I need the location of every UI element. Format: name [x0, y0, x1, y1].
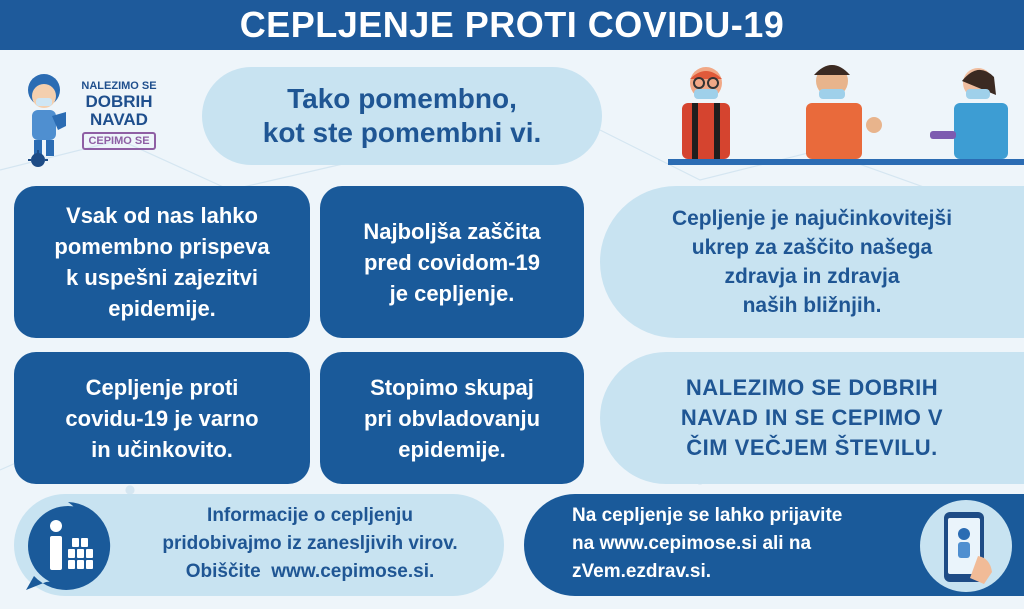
info-text: [120, 502, 500, 586]
phone-icon: [918, 498, 1014, 594]
card-together-line-1: Stopimo skupaj: [370, 374, 534, 400]
register-line-2-prefix: na: [572, 533, 595, 554]
tagline: [202, 67, 602, 165]
virus-mascot-icon: [14, 68, 76, 168]
card-contribute-line-1: Vsak od nas lahko: [66, 203, 258, 228]
effectiveness-line-3: zdravja in zdravja: [724, 265, 900, 288]
info-icon: [18, 496, 118, 596]
card-safe-line-2: covidu-19 je varno: [65, 405, 259, 431]
card-together: [320, 352, 584, 484]
registration-text: [572, 502, 892, 586]
info-line-1: Informacije o cepljenju: [207, 505, 413, 526]
slogan-line-2: NAVAD IN SE CEPIMO V: [680, 405, 944, 430]
card-protection-line-2: pred covidom-19: [363, 249, 541, 275]
logo-line-1: NALEZIMO SE: [81, 80, 157, 92]
cepimose-link[interactable]: www.cepimose.si.: [271, 561, 435, 582]
card-safe-line-1: Cepljenje proti: [85, 374, 239, 400]
register-line-1: Na cepljenje se lahko prijavite: [572, 505, 843, 526]
card-contribute: [14, 186, 310, 338]
page-title: CEPLJENJE PROTI COVIDU-19: [0, 0, 1024, 50]
card-together-line-3: epidemije.: [398, 436, 506, 462]
logo: [80, 80, 158, 149]
logo-line-3: NAVAD: [90, 110, 148, 129]
card-protection: [320, 186, 584, 338]
slogan-line-3: ČIM VEČJEM ŠTEVILU.: [686, 435, 938, 460]
effectiveness-line-1: Cepljenje je najučinkovitejši: [671, 207, 953, 230]
people-illustration: [668, 55, 1024, 170]
card-contribute-line-3: k uspešni zajezitvi: [66, 265, 258, 290]
effectiveness-line-2: ukrep za zaščito našega: [691, 236, 933, 259]
tagline-line-1: Tako pomembno,: [287, 83, 517, 114]
tagline-line-2: kot ste pomembni vi.: [262, 117, 542, 148]
card-protection-line-3: je cepljenje.: [389, 280, 515, 306]
card-contribute-line-4: epidemije.: [108, 296, 216, 321]
effectiveness-line-4: naših bližnjih.: [742, 294, 882, 317]
slogan-line-1: NALEZIMO SE DOBRIH: [685, 375, 939, 400]
info-line-2: pridobivajmo iz zanesljivih virov.: [162, 533, 458, 554]
register-line-2-suffix: ali na: [762, 533, 812, 554]
card-safe: [14, 352, 310, 484]
register-cepimose-link[interactable]: www.cepimose.si: [599, 533, 758, 554]
card-safe-line-3: in učinkovito.: [91, 436, 233, 462]
info-line-3-prefix: Obiščite: [185, 561, 261, 582]
slogan: [600, 352, 1024, 484]
card-protection-line-1: Najboljša zaščita: [363, 218, 541, 244]
effectiveness-message: [600, 186, 1024, 338]
register-zvem-link[interactable]: zVem.ezdrav.si.: [572, 561, 712, 582]
card-together-line-2: pri obvladovanju: [363, 405, 541, 431]
card-contribute-line-2: pomembno prispeva: [54, 234, 270, 259]
logo-line-2: DOBRIH: [85, 92, 153, 111]
logo-badge: CEPIMO SE: [82, 132, 155, 150]
